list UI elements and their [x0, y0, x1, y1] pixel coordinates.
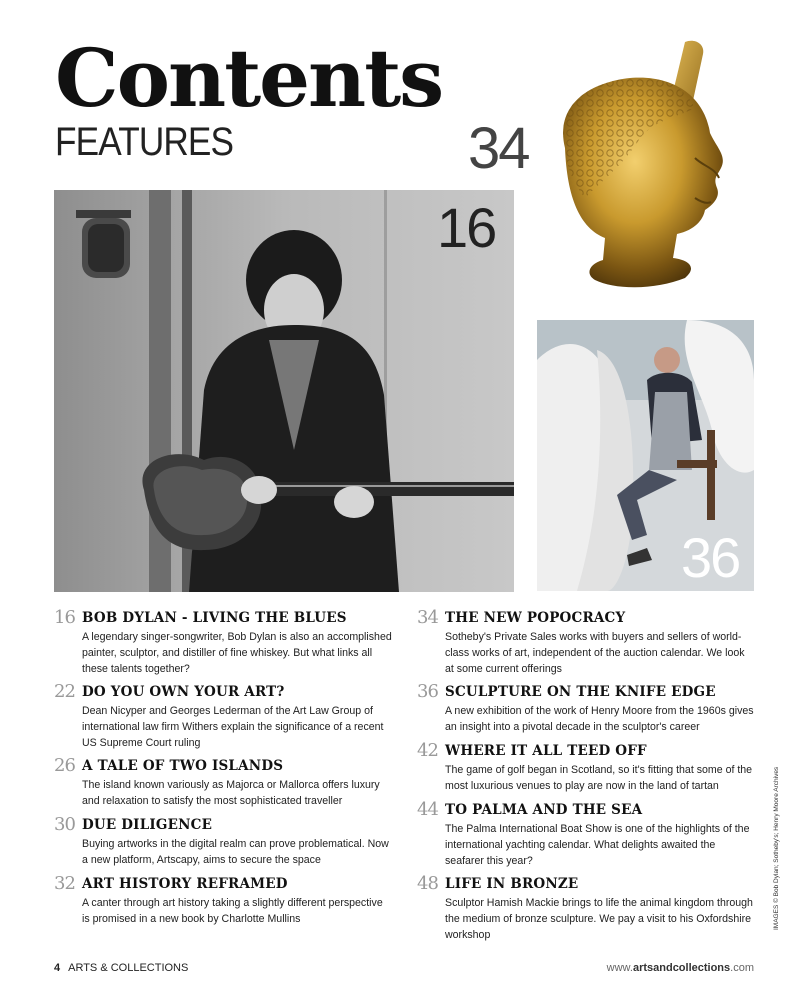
footer-left — [54, 962, 188, 974]
toc-description: The game of golf began in Scotland, so it's fitting that some of the most luxurious venues to play are now in the land of tartan — [445, 764, 753, 792]
toc-description: A legendary singer-songwriter, Bob Dylan is also an accomplished painter, sculptor, and distiller of fine whiskey. But what links all these talents together? — [82, 631, 392, 675]
toc-description: The island known variously as Majorca or Mallorca offers luxury and relaxation to satisfy the most sophisticated traveller — [82, 779, 380, 807]
footer-url[interactable] — [607, 962, 754, 974]
toc-title[interactable]: LIFE IN BRONZE — [445, 876, 579, 892]
toc-description: Sculptor Hamish Mackie brings to life the animal kingdom through the medium of bronze sculpture. We pay a visit to his Oxfordshire workshop — [445, 897, 753, 941]
bust-page-number: 34 — [468, 116, 529, 181]
toc-page-number: 22 — [54, 681, 75, 702]
image-credit: IMAGES © Bob Dylan; Sotheby's; Henry Moore Archives — [773, 766, 780, 930]
toc-page-number: 26 — [54, 755, 75, 776]
toc-title[interactable]: A TALE OF TWO ISLANDS — [82, 758, 284, 774]
toc-title[interactable]: DUE DILIGENCE — [82, 817, 213, 833]
toc-description: The Palma International Boat Show is one of the highlights of the international yachting calendar. What delights awaited the seafarer this year? — [445, 823, 750, 867]
page-number: 4 — [54, 962, 61, 974]
section-subtitle: FEATURES — [55, 120, 234, 164]
toc-title[interactable]: THE NEW POPOCRACY — [445, 610, 626, 626]
url-prefix: www. — [606, 962, 633, 974]
dylan-page-number: 16 — [437, 196, 496, 259]
url-suffix: .com — [730, 962, 754, 974]
toc-title[interactable]: DO YOU OWN YOUR ART? — [82, 684, 285, 700]
toc-title[interactable]: TO PALMA AND THE SEA — [445, 802, 643, 818]
bronze-bust-image — [545, 38, 745, 298]
toc-page-number: 44 — [417, 799, 438, 820]
toc-title[interactable]: ART HISTORY REFRAMED — [82, 876, 288, 892]
toc-title[interactable]: SCULPTURE ON THE KNIFE EDGE — [445, 684, 716, 700]
toc-page-number: 36 — [417, 681, 438, 702]
toc-title[interactable]: BOB DYLAN - LIVING THE BLUES — [82, 610, 347, 626]
toc-description: Sotheby's Private Sales works with buyers and sellers of world-class works of art, independent of the auction calendar. We look at some current offerings — [445, 631, 745, 675]
toc-page-number: 42 — [417, 740, 438, 761]
url-brand: artsandcollections — [632, 962, 731, 974]
page-title: Contents — [55, 31, 443, 125]
toc-page-number: 34 — [417, 607, 438, 628]
toc-description: A canter through art history taking a slightly different perspective is promised in a new book by Charlotte Mullins — [82, 897, 383, 925]
moore-page-number: 36 — [681, 526, 740, 589]
publication-name: ARTS & COLLECTIONS — [68, 962, 189, 974]
toc-description: Dean Nicyper and Georges Lederman of the Art Law Group of international law firm Withers explain the significance of a recent US Supreme Court ruling — [82, 705, 384, 749]
toc-page-number: 30 — [54, 814, 75, 835]
toc-page-number: 16 — [54, 607, 75, 628]
toc-description: Buying artworks in the digital realm can prove problematical. Now a new platform, Artscapy, aims to secure the space — [82, 838, 389, 866]
toc-title[interactable]: WHERE IT ALL TEED OFF — [445, 743, 647, 759]
toc-description: A new exhibition of the work of Henry Moore from the 1960s gives an insight into a pivotal decade in the sculptor's career — [445, 705, 754, 733]
toc-page-number: 48 — [417, 873, 438, 894]
toc-page-number: 32 — [54, 873, 75, 894]
